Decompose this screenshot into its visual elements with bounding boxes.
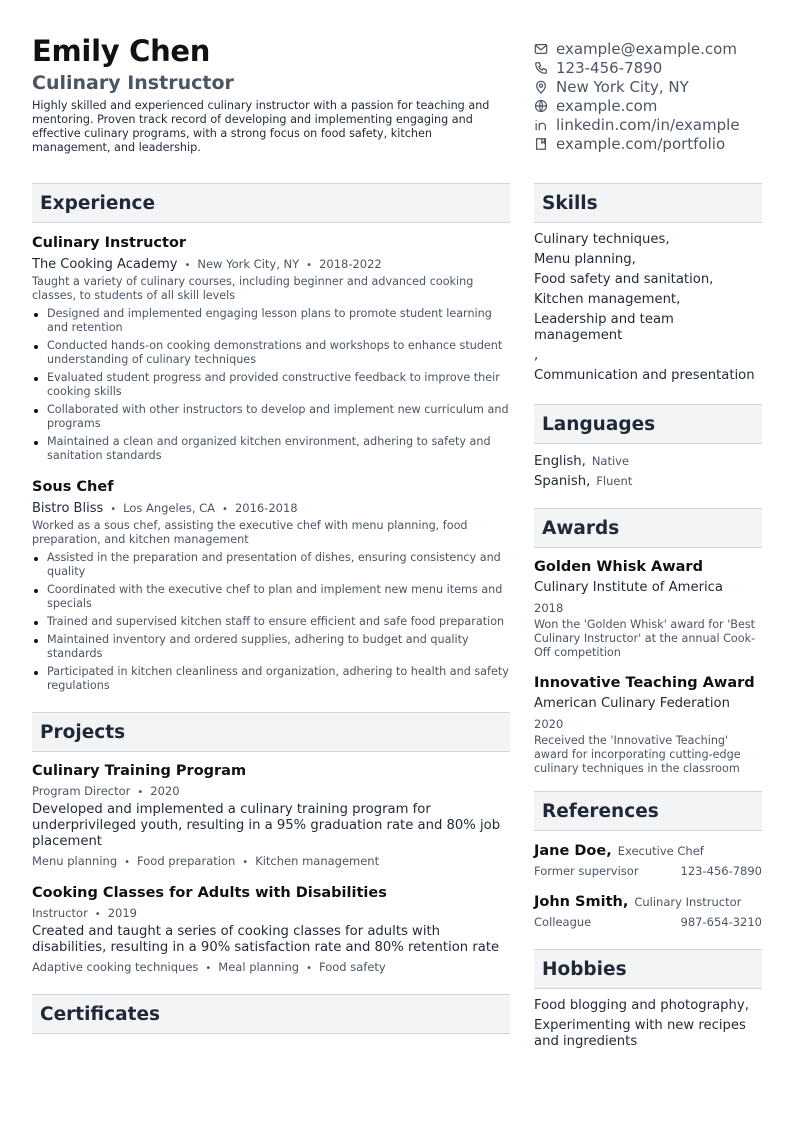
job-description: Taught a variety of culinary courses, including beginner and advanced cooking classes, to students of all skill levels	[32, 275, 474, 302]
project-tags	[32, 851, 510, 871]
job-company: The Cooking Academy	[32, 257, 178, 272]
portfolio-text: example.com/portfolio	[556, 134, 726, 153]
award-description: Won the 'Golden Whisk' award for 'Best Culinary Instructor' at the annual Cook-Off competition	[534, 618, 756, 659]
job-description: Worked as a sous chef, assisting the executive chef with menu planning, food preparation, and kitchen management	[32, 519, 468, 546]
reference-phone[interactable]: 123-456-7890	[680, 864, 762, 878]
globe-icon	[534, 99, 548, 113]
project-tag: Menu planning	[32, 854, 118, 868]
summary: Highly skilled and experienced culinary instructor with a passion for teaching and mentoring. Proven track record of developing and implementing engaging and effective culinary programs, with a strong focus on food safety, kitchen management, and leadership.	[32, 99, 490, 154]
candidate-name: Emily Chen	[32, 34, 211, 68]
project-tag: Meal planning	[218, 960, 300, 974]
separator-dot: •	[222, 504, 228, 515]
reference-item	[534, 840, 762, 882]
skill-item: Menu planning,	[534, 252, 636, 267]
languages-list	[534, 451, 762, 491]
skill-item: Leadership and team management	[534, 312, 674, 343]
location-text: New York City, NY	[556, 77, 689, 96]
language-level: Native	[591, 454, 630, 468]
hobbies-heading: Hobbies	[534, 949, 762, 989]
job-meta	[32, 253, 510, 275]
separator-dot: •	[184, 260, 191, 271]
job-meta	[32, 497, 510, 519]
bullet-item: Maintained inventory and ordered supplies, adhering to budget and quality standards	[32, 633, 510, 661]
language-level: Fluent	[596, 474, 633, 488]
project-year: 2020	[150, 784, 180, 798]
phone-icon	[534, 61, 548, 75]
contact-linkedin[interactable]	[534, 115, 774, 134]
bullet-item: Maintained a clean and organized kitchen environment, adhering to safety and sanitation standards	[32, 435, 510, 463]
separator-dot: •	[242, 857, 249, 868]
phone-text: 123-456-7890	[556, 58, 663, 77]
projects-heading: Projects	[32, 712, 510, 752]
reference-relation: Colleague	[534, 915, 592, 929]
experience-item	[32, 477, 510, 693]
skill-item: Kitchen management,	[534, 292, 681, 307]
project-role: Instructor	[32, 906, 88, 920]
bullet-item: Trained and supervised kitchen staff to ensure efficient and safe food preparation	[32, 615, 510, 629]
linkedin-icon	[534, 118, 548, 132]
language-name: Spanish,	[534, 474, 591, 489]
project-tags	[32, 957, 510, 977]
location-pin-icon	[534, 80, 548, 94]
job-dates: 2018-2022	[319, 257, 382, 271]
right-column	[534, 183, 762, 1054]
bullet-item: Participated in kitchen cleanliness and organization, adhering to health and safety regulations	[32, 665, 510, 693]
contact-block	[534, 39, 774, 153]
award-organization: Culinary Institute of America	[534, 580, 724, 595]
language-name: English,	[534, 454, 586, 469]
separator-dot: •	[124, 857, 131, 868]
contact-website[interactable]	[534, 96, 774, 115]
reference-role: Culinary Instructor	[634, 895, 742, 909]
award-organization: American Culinary Federation	[534, 696, 730, 711]
job-company: Bistro Bliss	[32, 501, 104, 516]
bullet-item: Assisted in the preparation and presentation of dishes, ensuring consistency and quality	[32, 551, 510, 579]
project-meta	[32, 781, 510, 801]
award-title: Golden Whisk Award	[534, 559, 703, 575]
job-bullets	[32, 551, 510, 693]
reference-relation: Former supervisor	[534, 864, 639, 878]
contact-portfolio[interactable]	[534, 134, 774, 153]
separator-dot: •	[94, 909, 101, 920]
reference-phone[interactable]: 987-654-3210	[680, 915, 762, 929]
project-tag: Adaptive cooking techniques	[32, 960, 199, 974]
project-meta	[32, 903, 510, 923]
bullet-item: Collaborated with other instructors to develop and implement new curriculum and programs	[32, 403, 510, 431]
hobbies-list	[534, 998, 762, 1050]
contact-phone[interactable]	[534, 58, 774, 77]
separator-dot: •	[110, 504, 117, 515]
linkedin-text: linkedin.com/in/example	[556, 115, 740, 134]
job-dates: 2016-2018	[234, 501, 298, 515]
bullet-item: Conducted hands-on cooking demonstrations and workshops to enhance student understanding of culinary techniques	[32, 339, 510, 367]
project-year: 2019	[107, 906, 137, 920]
bullet-item: Evaluated student progress and provided constructive feedback to improve their cooking skills	[32, 371, 510, 399]
reference-name: John Smith,	[534, 894, 629, 910]
skills-heading: Skills	[534, 183, 762, 223]
hobby-item: Experimenting with new recipes and ingredients	[534, 1018, 746, 1049]
language-item	[534, 451, 762, 471]
job-location: Los Angeles, CA	[123, 501, 216, 515]
experience-item	[32, 233, 510, 463]
mail-icon	[534, 42, 548, 56]
award-title: Innovative Teaching Award	[534, 675, 755, 691]
project-tag: Food preparation	[137, 854, 236, 868]
left-column	[32, 183, 510, 1034]
separator-dot: •	[306, 963, 313, 974]
project-tag: Kitchen management	[255, 854, 380, 868]
award-year: 2020	[534, 717, 564, 731]
job-location: New York City, NY	[197, 257, 300, 271]
awards-heading: Awards	[534, 508, 762, 548]
job-bullets	[32, 307, 510, 463]
project-description: Developed and implemented a culinary training program for underprivileged youth, resulting in a 95% graduation rate and 80% job placement	[32, 802, 501, 849]
reference-name: Jane Doe,	[534, 843, 612, 859]
hobby-item: Food blogging and photography,	[534, 998, 749, 1013]
skill-item: Communication and presentation	[534, 368, 755, 383]
candidate-title: Culinary Instructor	[32, 72, 234, 94]
job-title: Culinary Instructor	[32, 235, 187, 251]
contact-email[interactable]	[534, 39, 774, 58]
reference-item	[534, 891, 762, 933]
language-item	[534, 471, 762, 491]
bullet-item: Designed and implemented engaging lesson plans to promote student learning and retention	[32, 307, 510, 335]
certificates-heading: Certificates	[32, 994, 510, 1034]
reference-role: Executive Chef	[617, 844, 704, 858]
references-heading: References	[534, 791, 762, 831]
award-description: Received the 'Innovative Teaching' award for incorporating cutting-edge culinary techniques in the classroom	[534, 734, 741, 775]
job-title: Sous Chef	[32, 479, 114, 495]
project-item	[32, 883, 510, 977]
email-text: example@example.com	[556, 39, 737, 58]
skill-item: ,	[534, 348, 539, 363]
skills-list	[534, 232, 762, 384]
project-item	[32, 761, 510, 871]
separator-dot: •	[306, 260, 313, 271]
project-title: Culinary Training Program	[32, 763, 247, 779]
separator-dot: •	[137, 787, 144, 798]
project-role: Program Director	[32, 784, 131, 798]
languages-heading: Languages	[534, 404, 762, 444]
award-item	[534, 673, 762, 776]
award-year: 2018	[534, 601, 564, 615]
experience-heading: Experience	[32, 183, 510, 223]
contact-location	[534, 77, 774, 96]
project-description: Created and taught a series of cooking classes for adults with disabilities, resulting in a 90% satisfaction rate and 80% retention rate	[32, 924, 500, 955]
website-text: example.com	[556, 96, 658, 115]
project-tag: Food safety	[319, 960, 386, 974]
award-item	[534, 557, 762, 660]
separator-dot: •	[205, 963, 212, 974]
project-title: Cooking Classes for Adults with Disabilities	[32, 885, 387, 901]
bullet-item: Coordinated with the executive chef to plan and implement new menu items and specials	[32, 583, 510, 611]
bookmark-icon	[534, 137, 548, 151]
skill-item: Culinary techniques,	[534, 232, 670, 247]
skill-item: Food safety and sanitation,	[534, 272, 714, 287]
